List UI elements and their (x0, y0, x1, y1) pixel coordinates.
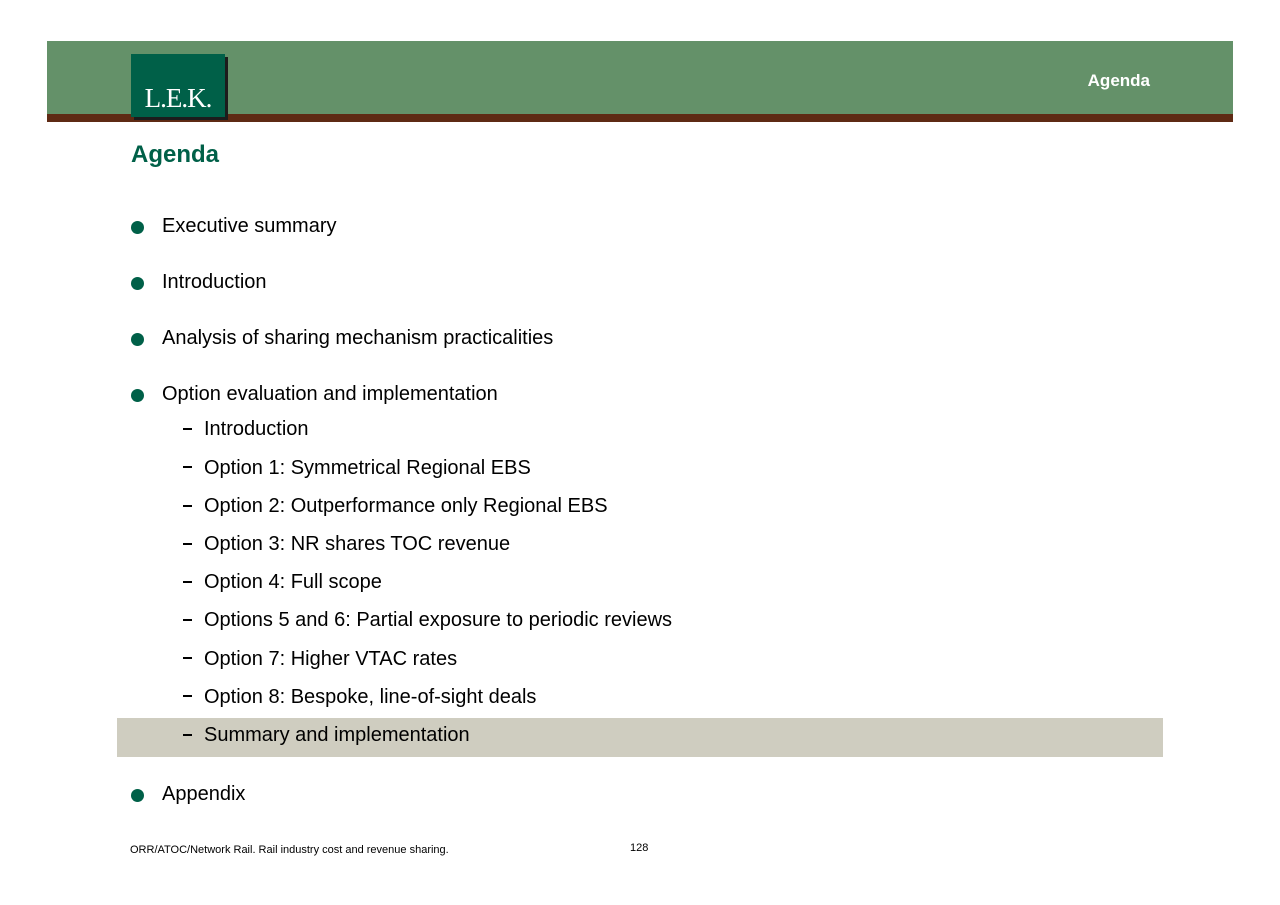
agenda-subitem: Option 8: Bespoke, line-of-sight deals (204, 686, 537, 708)
dash-icon (183, 619, 192, 621)
agenda-subitem: Options 5 and 6: Partial exposure to periodic reviews (204, 609, 673, 631)
section-label: Agenda (1087, 71, 1150, 90)
page-title: Agenda (131, 141, 220, 168)
dash-icon (183, 505, 192, 507)
dash-icon (183, 581, 192, 583)
bullet-icon (131, 333, 144, 346)
bullet-icon (131, 277, 144, 290)
agenda-subitem-current: Summary and implementation (204, 724, 470, 746)
footer-source: ORR/ATOC/Network Rail. Rail industry cost and revenue sharing. (130, 844, 449, 856)
agenda-item-option-evaluation: Option evaluation and implementation (162, 383, 498, 405)
agenda-item-analysis: Analysis of sharing mechanism practicalities (162, 327, 554, 349)
agenda-subitem: Option 7: Higher VTAC rates (204, 648, 458, 670)
agenda-item-executive-summary: Executive summary (162, 215, 337, 237)
page-number: 128 (630, 842, 649, 854)
agenda-subitem: Option 1: Symmetrical Regional EBS (204, 457, 531, 479)
bullet-icon (131, 221, 144, 234)
company-logo (131, 54, 225, 117)
dash-icon (183, 428, 192, 430)
dash-icon (183, 695, 192, 697)
bullet-icon (131, 389, 144, 402)
dash-icon (183, 734, 192, 736)
agenda-item-introduction: Introduction (162, 271, 267, 293)
dash-icon (183, 466, 192, 468)
dash-icon (183, 543, 192, 545)
agenda-subitem: Option 3: NR shares TOC revenue (204, 533, 511, 555)
bullet-icon (131, 789, 144, 802)
agenda-subitem: Introduction (204, 418, 309, 440)
agenda-subitem: Option 4: Full scope (204, 571, 382, 593)
logo-text: L.E.K. (144, 83, 212, 113)
agenda-subitem: Option 2: Outperformance only Regional EBS (204, 495, 608, 517)
dash-icon (183, 657, 192, 659)
agenda-item-appendix: Appendix (162, 783, 246, 805)
